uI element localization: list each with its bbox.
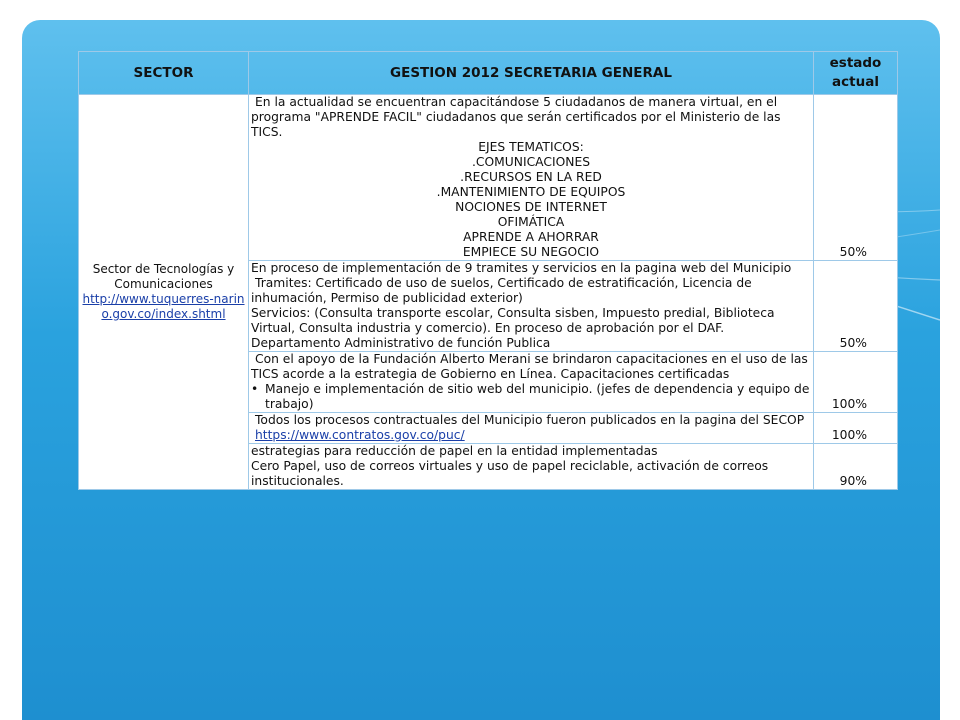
- row2-p1: En proceso de implementación de 9 tramites y servicios en la pagina web del Municipio: [251, 261, 792, 275]
- row1-status: 50%: [814, 95, 898, 261]
- row5-p1: estrategias para reducción de papel en la entidad implementadas: [251, 444, 658, 458]
- sector-name: Sector de Tecnologías y Comunicaciones: [92, 262, 235, 291]
- table-header-row: [79, 52, 898, 95]
- row1-line: APRENDE A AHORRAR: [463, 230, 599, 244]
- row3-p1: Con el apoyo de la Fundación Alberto Merani se brindaron capacitaciones en el uso de las TICS acorde a la estrategia de Gobierno en Línea. Capacitaciones certificadas: [251, 352, 808, 381]
- row1-line: EJES TEMATICOS:: [478, 140, 584, 154]
- row2-p3: Servicios: (Consulta transporte escolar, Consulta sisben, Impuesto predial, Biblioteca Virtual, Consulta industria y comercio). En proceso de aprobación por el DAF. Departamento Administrativo de función Publica: [251, 306, 775, 350]
- row1-line: .MANTENIMIENTO DE EQUIPOS: [436, 185, 626, 199]
- sector-cell: [79, 95, 249, 490]
- row1-line: NOCIONES DE INTERNET: [455, 200, 607, 214]
- secop-link[interactable]: https://www.contratos.gov.co/puc/: [255, 428, 465, 442]
- table-row: [79, 95, 898, 261]
- row1-line: EMPIECE SU NEGOCIO: [462, 245, 600, 259]
- sector-link[interactable]: http://www.tuquerres-narino.gov.co/index.shtml: [82, 292, 245, 321]
- row4-status: 100%: [814, 413, 898, 444]
- gestion-table: [78, 51, 898, 490]
- header-estado: estado actual: [814, 52, 898, 95]
- row5-description: [249, 444, 814, 490]
- row5-p2: Cero Papel, uso de correos virtuales y uso de papel reciclable, activación de correos institucionales.: [251, 459, 769, 488]
- row1-intro: En la actualidad se encuentran capacitándose 5 ciudadanos de manera virtual, en el programa "APRENDE FACIL" ciudadanos que serán certificados por el Ministerio de las TICS.: [251, 95, 781, 139]
- row4-description: [249, 413, 814, 444]
- row2-status: 50%: [814, 261, 898, 352]
- row2-p2: Tramites: Certificado de uso de suelos, Certificado de estratificación, Licencia de inhumación, Permiso de publicidad exterior): [251, 276, 752, 305]
- row3-bullet-item: [251, 382, 811, 412]
- row3-bullet-text: Manejo e implementación de sitio web del municipio. (jefes de dependencia y equipo de trabajo): [265, 382, 810, 411]
- row2-description: [249, 261, 814, 352]
- row4-p1: Todos los procesos contractuales del Municipio fueron publicados en la pagina del SECOP: [255, 413, 805, 427]
- row1-line: .RECURSOS EN LA RED: [460, 170, 602, 184]
- bullet-icon: •: [251, 382, 259, 396]
- row1-line: .COMUNICACIONES: [471, 155, 591, 169]
- header-sector: SECTOR: [79, 52, 249, 95]
- row3-status: 100%: [814, 352, 898, 413]
- row5-status: 90%: [814, 444, 898, 490]
- row1-description: [249, 95, 814, 261]
- row1-line: OFIMÁTICA: [497, 215, 565, 229]
- row3-description: [249, 352, 814, 413]
- header-gestion: GESTION 2012 SECRETARIA GENERAL: [249, 52, 814, 95]
